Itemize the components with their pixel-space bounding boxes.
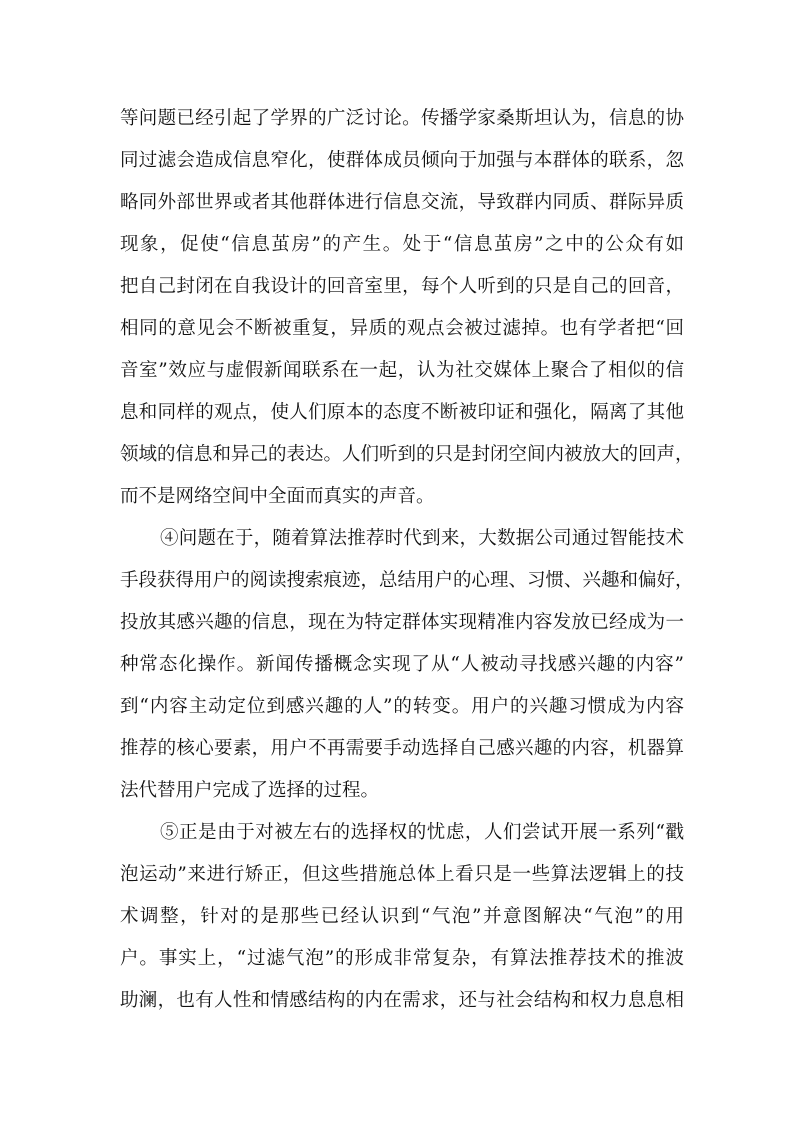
text-line: 术调整，针对的是那些已经认识到“气泡”并意图解决“气泡”的用	[120, 906, 684, 927]
text-line: 相同的意见会不断被重复，异质的观点会被过滤掉。也有学者把“回	[120, 318, 684, 339]
text-line: 投放其感兴趣的信息，现在为特定群体实现精准内容发放已经成为一	[120, 612, 684, 633]
text-line: 同过滤会造成信息窄化，使群体成员倾向于加强与本群体的联系，忽	[120, 150, 684, 171]
text-line: 等问题已经引起了学界的广泛讨论。传播学家桑斯坦认为，信息的协	[120, 108, 684, 129]
text-line: 到“内容主动定位到感兴趣的人”的转变。用户的兴趣习惯成为内容	[120, 696, 684, 717]
text-line: 户。事实上，“过滤气泡”的形成非常复杂，有算法推荐技术的推波	[120, 948, 684, 969]
text-line: 把自己封闭在自我设计的回音室里，每个人听到的只是自己的回音，	[120, 276, 684, 297]
text-line: 法代替用户完成了选择的过程。	[120, 780, 380, 801]
text-line: 息和同样的观点，使人们原本的态度不断被印证和强化，隔离了其他	[120, 402, 684, 423]
text-line: ⑤正是由于对被左右的选择权的忧虑，人们尝试开展一系列“戳	[160, 822, 684, 843]
text-line: 略同外部世界或者其他群体进行信息交流，导致群内同质、群际异质	[120, 192, 684, 213]
text-line: 泡运动”来进行矫正，但这些措施总体上看只是一些算法逻辑上的技	[120, 864, 684, 885]
text-line: 而不是网络空间中全面而真实的声音。	[120, 486, 435, 507]
text-line: 助澜，也有人性和情感结构的内在需求，还与社会结构和权力息息相	[120, 990, 684, 1011]
text-line: 手段获得用户的阅读搜索痕迹，总结用户的心理、习惯、兴趣和偏好，	[120, 570, 694, 591]
text-line: 领域的信息和异己的表达。人们听到的只是封闭空间内被放大的回声，	[120, 444, 694, 465]
text-line: ④问题在于，随着算法推荐时代到来，大数据公司通过智能技术	[160, 528, 684, 549]
text-line: 推荐的核心要素，用户不再需要手动选择自己感兴趣的内容，机器算	[120, 738, 684, 759]
text-line: 音室”效应与虚假新闻联系在一起，认为社交媒体上聚合了相似的信	[120, 360, 684, 381]
text-line: 现象，促使“信息茧房”的产生。处于“信息茧房”之中的公众有如	[120, 234, 684, 255]
text-line: 种常态化操作。新闻传播概念实现了从“人被动寻找感兴趣的内容”	[120, 654, 684, 675]
